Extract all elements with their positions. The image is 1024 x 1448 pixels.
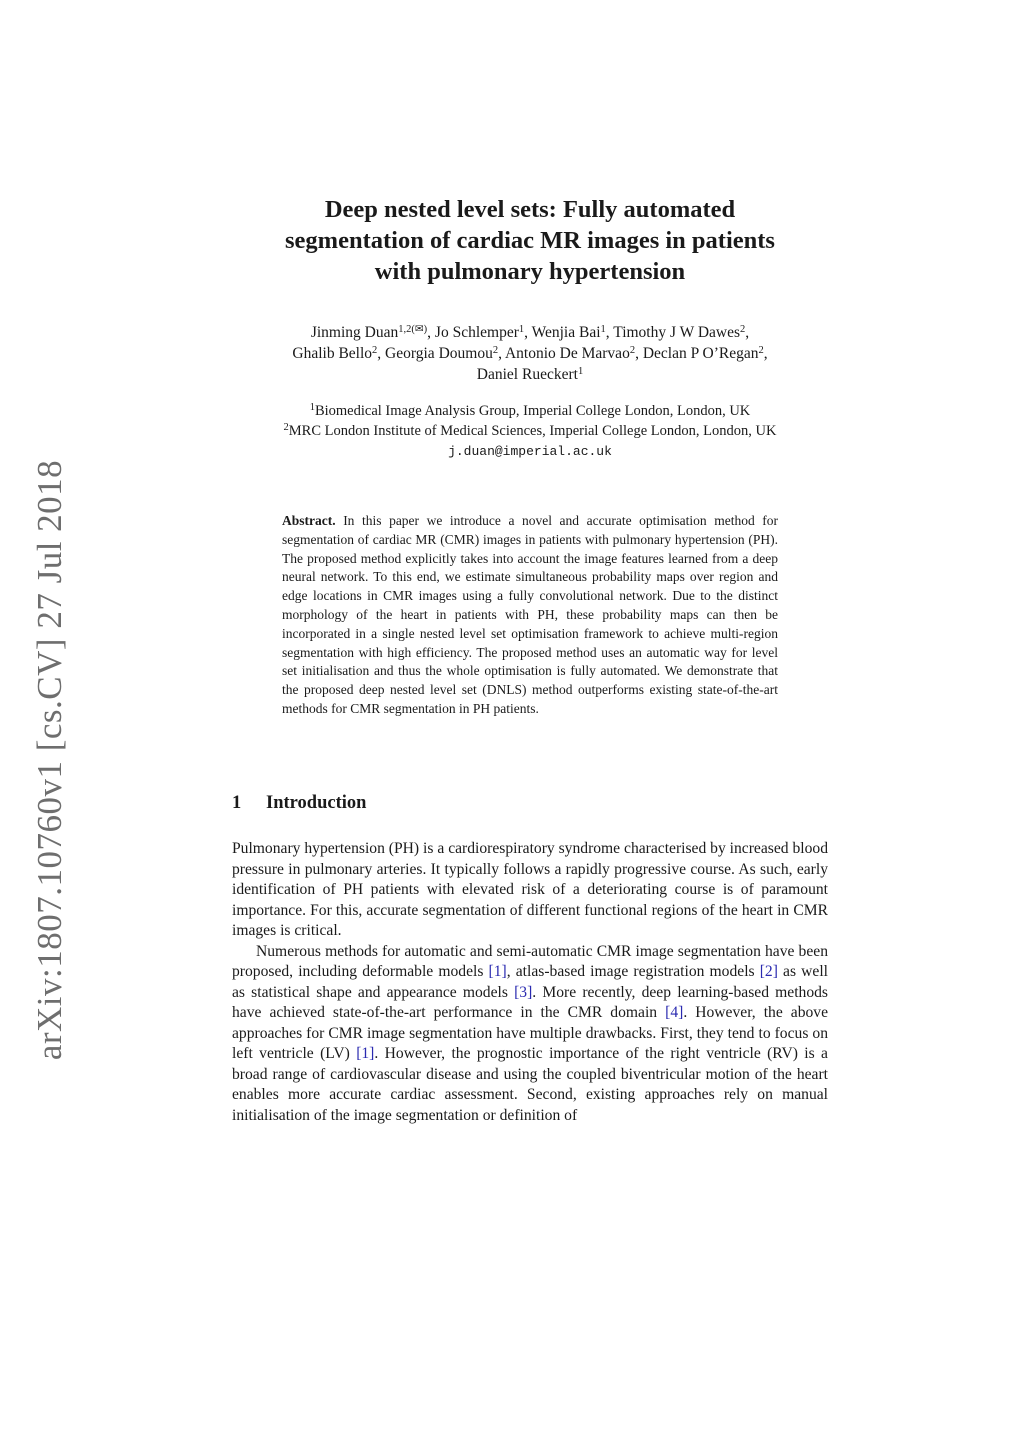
arxiv-stamp <box>22 460 78 1060</box>
author-affiliation-mark: 2 <box>758 345 764 356</box>
author-name: Ghalib Bello <box>292 345 373 362</box>
contact-email[interactable]: j.duan@imperial.ac.uk <box>448 444 612 459</box>
title-line: Deep nested level sets: Fully automated <box>324 196 736 223</box>
citation-link[interactable]: [2] <box>759 963 778 980</box>
author-separator: , <box>427 324 435 341</box>
author-name: Declan P O’Regan <box>642 345 759 362</box>
author-line <box>232 322 828 343</box>
section-body <box>232 839 828 1126</box>
section-heading <box>232 793 366 814</box>
affiliation-number: 1 <box>309 402 315 413</box>
author-separator: , <box>635 345 643 362</box>
paragraph-text: . However, the prognostic importance of the right ventricle (RV) is a broad range of cardiovascular disease and using the coupled biventricular motion of the heart enables more accurate cardiac assessment. Second, existing approaches rely on manual initialisation of the image segmentation or definition of <box>232 1045 828 1124</box>
paragraph-text: . However, the above approaches for CMR image segmentation have multiple drawbacks. First, they tend to focus on left ventricle (LV) <box>232 1004 829 1062</box>
author-name: Jinming Duan <box>310 324 399 341</box>
author-name: Antonio De Marvao <box>504 345 630 362</box>
affiliation-text: Biomedical Image Analysis Group, Imperial College London, London, UK <box>314 403 751 419</box>
citation-link[interactable]: [3] <box>514 983 533 1001</box>
paragraph-text: . More recently, deep learning-based methods have achieved state-of-the-art performance in the CMR domain <box>232 983 829 1021</box>
author-separator: , <box>605 324 614 341</box>
author-separator: , <box>745 324 750 341</box>
author-affiliation-mark: 1,2(✉) <box>398 324 428 335</box>
paper-title <box>232 194 828 287</box>
title-line: segmentation of cardiac MR images in patients <box>285 227 775 254</box>
author-affiliation-mark: 2 <box>372 345 378 356</box>
author-line <box>232 364 828 385</box>
author-separator: , <box>763 345 768 362</box>
author-affiliation-mark: 2 <box>629 345 636 356</box>
author-affiliation-mark: 1 <box>600 324 606 335</box>
author-name: Daniel Rueckert <box>476 366 578 383</box>
affiliations <box>232 401 828 462</box>
abstract-label: Abstract. <box>282 513 336 528</box>
paragraph <box>232 942 828 1127</box>
paragraph-text: , atlas-based image registration models <box>506 963 760 980</box>
affiliation-1 <box>232 401 828 421</box>
author-line <box>232 343 828 364</box>
author-affiliation-mark: 1 <box>518 324 525 335</box>
paragraph-text: as well as statistical shape and appearance models <box>232 963 829 1001</box>
affiliation-2 <box>232 421 828 441</box>
contact-email-line <box>232 441 828 462</box>
author-affiliation-mark: 2 <box>492 345 499 356</box>
section-title: Introduction <box>266 793 367 813</box>
paragraph-text: Numerous methods for automatic and semi-automatic CMR image segmentation have been proposed, including deformable models <box>232 942 828 980</box>
section-number: 1 <box>232 793 242 813</box>
affiliation-number: 2 <box>283 422 289 433</box>
citation-link[interactable]: [1] <box>356 1045 375 1062</box>
citation-link[interactable]: [4] <box>665 1004 684 1021</box>
author-separator: , <box>524 324 532 341</box>
abstract-text: In this paper we introduce a novel and accurate optimisation method for segmentation of cardiac MR (CMR) images in patients with pulmonary hypertension (PH). The proposed method explicitly takes into account the image features learned from a deep neural network. To this end, we estimate simultaneous probability maps over region and edge locations in CMR images using a fully convolutional network. Due to the distinct morphology of the heart in patients with PH, these probability maps can then be incorporated in a single nested level set optimisation framework to achieve multi-region segmentation with high efficiency. The proposed method uses an automatic way for level set initialisation and thus the whole optimisation is fully automated. We demonstrate that the proposed deep nested level set (DNLS) method outperforms existing state-of-the-art methods for CMR segmentation in PH patients. <box>282 513 778 716</box>
author-separator: , <box>498 345 505 362</box>
citation-link[interactable]: [1] <box>488 963 507 980</box>
arxiv-stamp-text: arXiv:1807.10760v1 [cs.CV] 27 Jul 2018 <box>30 459 70 1061</box>
abstract <box>282 512 778 719</box>
author-list <box>232 322 828 385</box>
author-name: Jo Schlemper <box>434 324 519 341</box>
paragraph: Pulmonary hypertension (PH) is a cardiorespiratory syndrome characterised by increased blood pressure in pulmonary arteries. It typically follows a rapidly progressive course. As such, early identification of PH patients with elevated risk of a deteriorating course is of paramount importance. For this, accurate segmentation of different functional regions of the heart in CMR images is critical. <box>232 840 828 939</box>
author-separator: , <box>377 345 386 362</box>
author-name: Wenjia Bai <box>531 324 601 341</box>
author-affiliation-mark: 2 <box>740 324 746 335</box>
author-affiliation-mark: 1 <box>577 366 584 377</box>
title-line: with pulmonary hypertension <box>374 258 686 285</box>
author-name: Timothy J W Dawes <box>613 324 741 341</box>
affiliation-text: MRC London Institute of Medical Sciences, Imperial College London, London, UK <box>288 423 777 439</box>
author-name: Georgia Doumou <box>385 345 493 362</box>
